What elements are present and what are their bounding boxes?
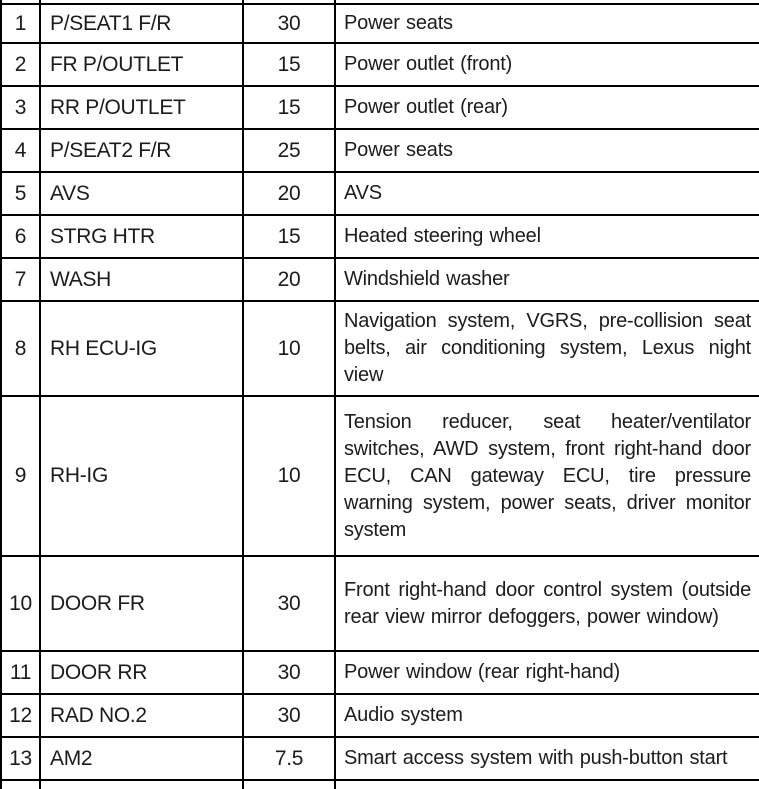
fuse-number-cell: 4: [1, 129, 40, 172]
amperage-cell: 15: [243, 215, 335, 258]
fuse-number-cell: 12: [1, 694, 40, 737]
fuse-number-cell: 11: [1, 651, 40, 694]
amperage-cell: 10: [243, 396, 335, 556]
fuse-number-cell: 3: [1, 86, 40, 129]
table-row: [1, 43, 759, 86]
description-cell: Power outlet (rear): [335, 86, 759, 129]
fuse-name-cell: P/SEAT2 F/R: [40, 129, 243, 172]
fuse-number-cell: 2: [1, 43, 40, 86]
amperage-cell: 20: [243, 172, 335, 215]
description-cell: Power seats: [335, 129, 759, 172]
fuse-name-cell: P/SEAT1 F/R: [40, 4, 243, 43]
amperage-cell: 15: [243, 43, 335, 86]
table-row: [1, 651, 759, 694]
table-row: [1, 86, 759, 129]
fuse-name-cell: STRG HTR: [40, 215, 243, 258]
description-cell: Tension reducer, seat heater/ventilator switches, AWD system, front right-hand door ECU, CAN gateway ECU, tire pressure warning system, power seats, driver monitor system: [335, 396, 759, 556]
amperage-cell: 20: [243, 258, 335, 301]
fuse-name-cell: DOOR RR: [40, 651, 243, 694]
amperage-cell: 7.5: [243, 737, 335, 780]
amperage-cell: 30: [243, 651, 335, 694]
fuse-number-cell: 8: [1, 301, 40, 396]
table-row: [1, 215, 759, 258]
description-cell: Heated steering wheel: [335, 215, 759, 258]
cropped-cell: [40, 780, 243, 789]
fuse-number-cell: 5: [1, 172, 40, 215]
fuse-number-cell: 6: [1, 215, 40, 258]
table-row: [1, 396, 759, 556]
cropped-cell: [335, 780, 759, 789]
amperage-cell: 30: [243, 556, 335, 651]
cropped-row-bottom-cells: [1, 780, 759, 789]
table-row: [1, 301, 759, 396]
cropped-cell: [243, 780, 335, 789]
amperage-cell: 25: [243, 129, 335, 172]
table-row: [1, 694, 759, 737]
fuse-name-cell: RR P/OUTLET: [40, 86, 243, 129]
description-cell: Navigation system, VGRS, pre-collision seat belts, air conditioning system, Lexus night view: [335, 301, 759, 396]
description-cell: Power seats: [335, 4, 759, 43]
fuse-name-cell: DOOR FR: [40, 556, 243, 651]
amperage-cell: 30: [243, 4, 335, 43]
fuse-number-cell: 13: [1, 737, 40, 780]
fuse-number-cell: 9: [1, 396, 40, 556]
table-row: [1, 258, 759, 301]
description-cell: Smart access system with push-button start: [335, 737, 759, 780]
fuse-name-cell: FR P/OUTLET: [40, 43, 243, 86]
fuse-name-cell: RAD NO.2: [40, 694, 243, 737]
table-row: [1, 737, 759, 780]
description-cell: Power outlet (front): [335, 43, 759, 86]
description-cell: Windshield washer: [335, 258, 759, 301]
description-cell: AVS: [335, 172, 759, 215]
fuse-name-cell: RH ECU-IG: [40, 301, 243, 396]
fuse-table-body: [1, 4, 759, 780]
fuse-name-cell: RH-IG: [40, 396, 243, 556]
description-cell: Power window (rear right-hand): [335, 651, 759, 694]
table-row: [1, 129, 759, 172]
fuse-name-cell: AVS: [40, 172, 243, 215]
amperage-cell: 15: [243, 86, 335, 129]
amperage-cell: 30: [243, 694, 335, 737]
table-row: [1, 4, 759, 43]
cropped-row-bottom: [1, 780, 759, 789]
table-row: [1, 172, 759, 215]
table-row: [1, 556, 759, 651]
description-cell: Front right-hand door control system (outside rear view mirror defoggers, power window): [335, 556, 759, 651]
fuse-name-cell: AM2: [40, 737, 243, 780]
cropped-cell: [1, 780, 40, 789]
amperage-cell: 10: [243, 301, 335, 396]
fuse-number-cell: 1: [1, 4, 40, 43]
description-cell: Audio system: [335, 694, 759, 737]
fuse-number-cell: 10: [1, 556, 40, 651]
fuse-name-cell: WASH: [40, 258, 243, 301]
fuse-number-cell: 7: [1, 258, 40, 301]
